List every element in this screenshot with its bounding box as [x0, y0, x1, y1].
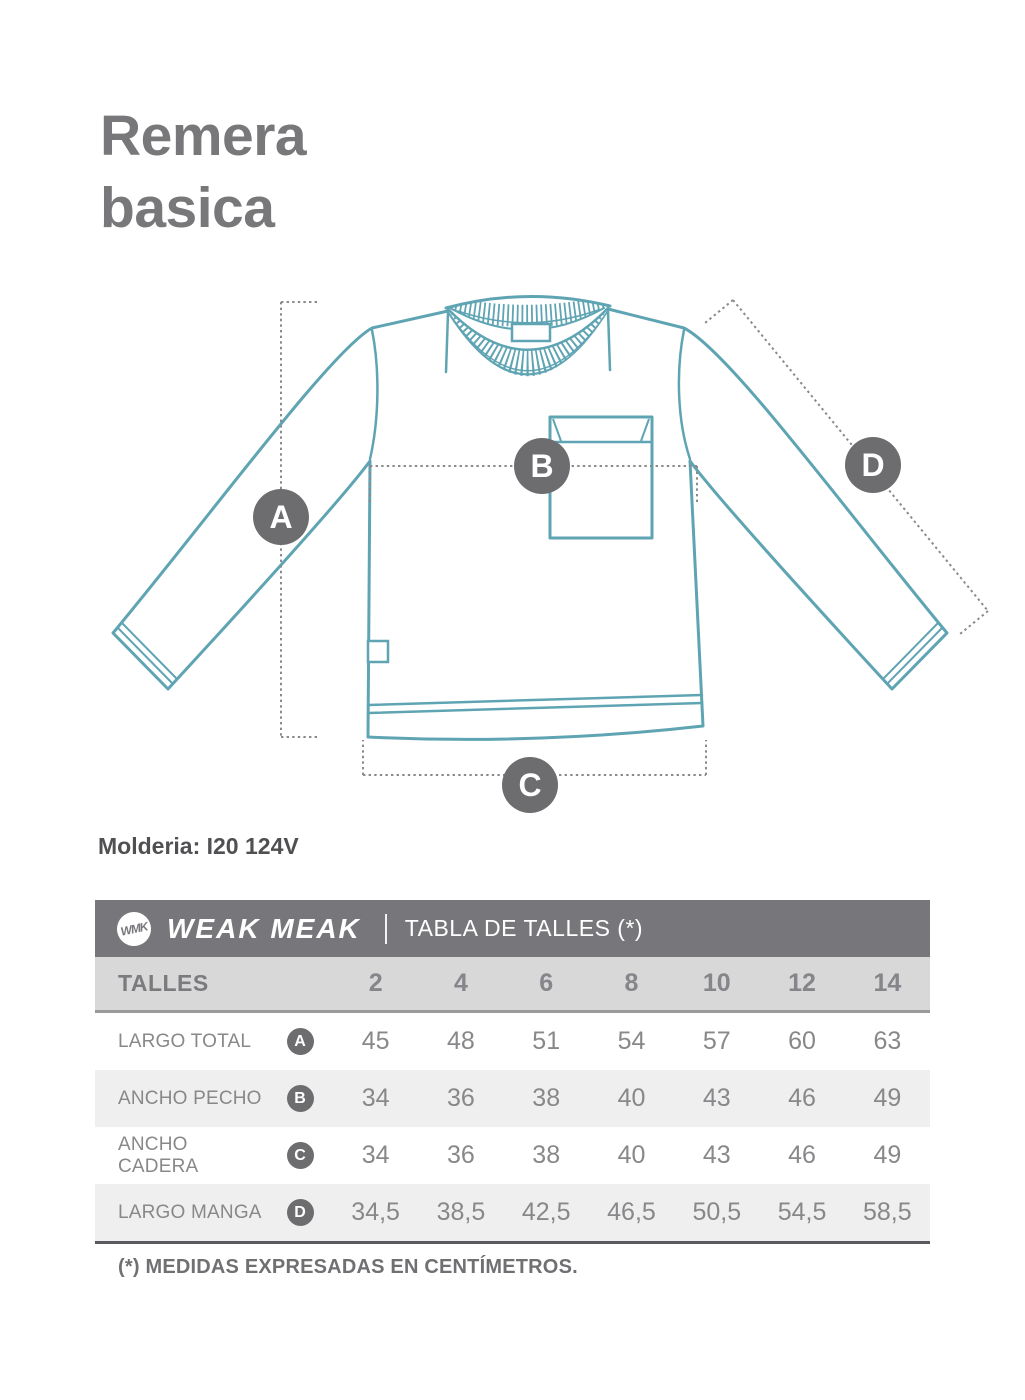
row-badge-a: A — [287, 1028, 314, 1055]
page-title-line1: Remera — [100, 104, 307, 168]
value-cell: 38 — [532, 1084, 561, 1112]
side-seam-tag — [368, 641, 388, 662]
size-table — [95, 900, 930, 1244]
brand-name: WEAK MEAK — [167, 912, 361, 944]
value-cell: 38,5 — [436, 1198, 486, 1226]
collar-label — [512, 324, 550, 341]
value-cell: 43 — [702, 1084, 731, 1112]
header-divider — [385, 914, 387, 944]
svg-text:B: B — [530, 448, 554, 484]
value-cell: 36 — [447, 1084, 475, 1112]
value-cell: 34,5 — [351, 1198, 400, 1226]
value-cell: 38 — [532, 1141, 561, 1169]
badge-cell — [267, 1085, 333, 1112]
value-cell: 34 — [361, 1084, 390, 1112]
value-cell: 50,5 — [692, 1198, 742, 1226]
size-cell: 14 — [873, 969, 902, 997]
shirt-outline — [113, 309, 947, 739]
table-row — [95, 1127, 930, 1184]
measurements-footnote: (*) MEDIDAS EXPRESADAS EN CENTÍMETROS. — [118, 1256, 578, 1278]
value-cell: 60 — [788, 1027, 816, 1055]
value-cell: 40 — [617, 1141, 646, 1169]
value-cell: 46 — [788, 1084, 816, 1112]
value-cell: 36 — [447, 1141, 475, 1169]
svg-text:A: A — [269, 499, 293, 535]
row-label: LARGO MANGA — [118, 1201, 262, 1223]
value-cell: 46,5 — [607, 1198, 656, 1226]
value-cell: 51 — [532, 1027, 561, 1055]
table-row — [95, 1013, 930, 1070]
row-badge-b: B — [287, 1085, 314, 1112]
size-cell: 6 — [539, 969, 554, 997]
value-cell: 49 — [873, 1084, 902, 1112]
size-cell: 10 — [702, 969, 731, 997]
brand-logo-icon: WMK — [114, 908, 154, 948]
value-cell: 46 — [788, 1141, 816, 1169]
row-label: ANCHO PECHO — [118, 1087, 262, 1109]
svg-text:D: D — [861, 447, 885, 483]
sizes-header-row — [95, 957, 930, 1013]
value-cell: 54 — [617, 1027, 646, 1055]
value-cell: 40 — [617, 1084, 646, 1112]
value-cell: 48 — [447, 1027, 475, 1055]
value-cell: 58,5 — [863, 1198, 912, 1226]
value-cell: 43 — [702, 1141, 731, 1169]
value-cell: 63 — [873, 1027, 902, 1055]
badge-cell — [267, 1199, 333, 1226]
row-label: ANCHO CADERA — [118, 1133, 199, 1177]
svg-text:C: C — [518, 767, 542, 803]
size-cell: 4 — [453, 969, 468, 997]
value-cell: 34 — [361, 1141, 390, 1169]
badge-cell — [267, 1028, 333, 1055]
row-badge-c: C — [287, 1142, 314, 1169]
table-header-bar — [95, 900, 930, 957]
value-cell: 49 — [873, 1141, 902, 1169]
table-row — [95, 1070, 930, 1127]
garment-measurement-diagram — [0, 285, 1025, 835]
pattern-reference: Molderia: I20 124V — [98, 833, 299, 859]
table-title: TABLA DE TALLES (*) — [404, 915, 644, 941]
value-cell: 57 — [702, 1027, 731, 1055]
size-cell: 12 — [788, 969, 816, 997]
size-cell: 8 — [624, 969, 639, 997]
row-badge-d: D — [287, 1199, 314, 1226]
table-row — [95, 1184, 930, 1244]
page-title — [100, 100, 306, 245]
row-label: LARGO TOTAL — [118, 1030, 252, 1052]
badge-cell — [267, 1142, 333, 1169]
value-cell: 54,5 — [777, 1198, 827, 1226]
value-cell: 42,5 — [521, 1198, 571, 1226]
value-cell: 45 — [361, 1027, 390, 1055]
page-title-line2: basica — [100, 176, 275, 241]
size-cell: 2 — [368, 969, 383, 997]
sizes-header-label: TALLES — [118, 970, 209, 996]
